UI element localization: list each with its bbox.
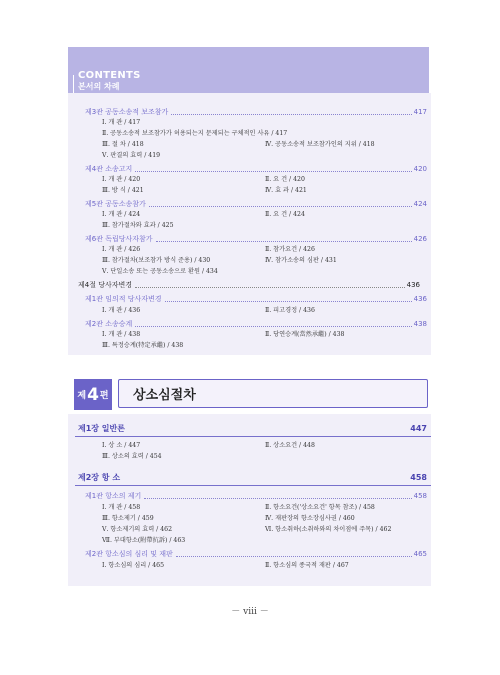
toc-section[interactable]: [85, 492, 427, 501]
toc-item[interactable]: Ⅲ. 상소의 효력 / 454: [102, 453, 162, 460]
part-suffix: 편: [99, 391, 109, 401]
toc-section[interactable]: [78, 281, 420, 290]
toc-item[interactable]: Ⅰ. 항소심의 심리 / 465: [102, 562, 165, 569]
toc-section-label: 제6관 독립당사자참가: [85, 235, 153, 243]
toc-item[interactable]: Ⅴ. 판결의 효력 / 419: [102, 152, 161, 159]
toc-item[interactable]: Ⅱ. 항소요건('상소요건' 항목 참조) / 458: [265, 504, 375, 511]
toc-chapter-page: 458: [410, 473, 427, 482]
toc-item[interactable]: Ⅱ. 요 건 / 420: [265, 176, 305, 183]
toc-section[interactable]: [85, 200, 427, 209]
toc-item[interactable]: Ⅰ. 개 관 / 438: [102, 331, 141, 338]
part-number: 4: [87, 384, 99, 405]
toc-chapter[interactable]: [78, 424, 427, 434]
toc-item[interactable]: Ⅰ. 개 관 / 436: [102, 307, 141, 314]
toc-section-page: 417: [413, 108, 427, 116]
leader-dots: [144, 498, 411, 499]
toc-item[interactable]: Ⅳ. 효 과 / 421: [265, 187, 307, 194]
toc-section[interactable]: [85, 320, 427, 329]
part-badge: [74, 379, 112, 410]
contents-header: [68, 47, 429, 93]
toc-section-page: 436: [413, 295, 427, 303]
toc-section-page: 420: [413, 165, 427, 173]
toc-chapter-label: 제2장 항 소: [78, 473, 121, 482]
toc-section[interactable]: [85, 550, 427, 559]
toc-section-label: 제5관 공동소송참가: [85, 200, 146, 208]
toc-section[interactable]: [85, 235, 427, 244]
toc-item[interactable]: Ⅲ. 방 식 / 421: [102, 187, 144, 194]
contents-subtitle: 본서의 차례: [78, 82, 120, 91]
toc-section-label: 제2관 항소심의 심리 및 재판: [85, 550, 173, 558]
toc-item[interactable]: Ⅰ. 개 관 / 424: [102, 211, 141, 218]
toc-item[interactable]: Ⅱ. 요 건 / 424: [265, 211, 305, 218]
toc-item[interactable]: Ⅱ. 항소심의 종국적 재판 / 467: [265, 562, 349, 569]
toc-item[interactable]: Ⅲ. 절 차 / 418: [102, 141, 144, 148]
toc-item[interactable]: Ⅰ. 개 관 / 426: [102, 246, 141, 253]
toc-item[interactable]: Ⅰ. 개 관 / 458: [102, 504, 141, 511]
chapter-rule: [75, 485, 431, 486]
toc-item[interactable]: Ⅲ. 특정승계(特定承繼) / 438: [102, 342, 184, 349]
toc-section-label: 제4절 당사자변경: [78, 281, 133, 289]
part-prefix: 제: [77, 391, 87, 401]
leader-dots: [135, 287, 405, 288]
toc-item[interactable]: Ⅳ. 재판장의 항소장심사권 / 460: [265, 515, 355, 522]
toc-section-page: 465: [413, 550, 427, 558]
toc-section-label: 제1관 임의적 당사자변경: [85, 295, 162, 303]
toc-item[interactable]: Ⅰ. 상 소 / 447: [102, 442, 141, 449]
toc-section[interactable]: [85, 108, 427, 117]
toc-section-page: 438: [413, 320, 427, 328]
toc-item[interactable]: Ⅱ. 참가요건 / 426: [265, 246, 315, 253]
leader-dots: [156, 241, 412, 242]
leader-dots: [149, 206, 412, 207]
contents-title: CONTENTS: [78, 70, 141, 81]
leader-dots: [165, 301, 412, 302]
toc-item[interactable]: Ⅱ. 공동소송적 보조참가가 허용되는지 문제되는 구체적인 사유 / 417: [102, 130, 288, 137]
toc-section-page: 426: [413, 235, 427, 243]
toc-section-label: 제4관 소송고지: [85, 165, 133, 173]
toc-item[interactable]: Ⅲ. 참가절차와 효과 / 425: [102, 222, 174, 229]
toc-item[interactable]: Ⅴ. 항소제기의 효력 / 462: [102, 526, 173, 533]
toc-item[interactable]: Ⅱ. 피고경정 / 436: [265, 307, 315, 314]
toc-section-label: 제1관 항소의 제기: [85, 492, 142, 500]
leader-dots: [135, 326, 411, 327]
toc-item[interactable]: Ⅰ. 개 관 / 420: [102, 176, 141, 183]
part-title: 상소심절차: [118, 379, 428, 408]
toc-section-label: 제2관 소송승계: [85, 320, 133, 328]
toc-section-page: 424: [413, 200, 427, 208]
header-accent-line: [73, 75, 74, 95]
toc-item[interactable]: Ⅱ. 당연승계(當然承繼) / 438: [265, 331, 345, 338]
toc-chapter-page: 447: [410, 424, 427, 433]
toc-section-page: 436: [406, 281, 420, 289]
toc-section-label: 제3관 공동소송적 보조참가: [85, 108, 169, 116]
toc-section[interactable]: [85, 295, 427, 304]
toc-section-page: 458: [413, 492, 427, 500]
leader-dots: [176, 556, 412, 557]
leader-dots: [135, 171, 411, 172]
toc-item[interactable]: Ⅲ. 참가절차(보조참가 방식 준용) / 430: [102, 257, 211, 264]
page-number: － viii －: [231, 607, 269, 617]
toc-item[interactable]: Ⅴ. 단일소송 또는 공동소송으로 환원 / 434: [102, 268, 218, 275]
toc-item[interactable]: Ⅱ. 상소요건 / 448: [265, 442, 315, 449]
toc-item[interactable]: Ⅲ. 항소제기 / 459: [102, 515, 154, 522]
chapter-rule: [75, 436, 431, 437]
toc-item[interactable]: Ⅳ. 참가소송의 심판 / 431: [265, 257, 337, 264]
toc-item[interactable]: Ⅶ. 부대항소(附帶抗訴) / 463: [102, 537, 186, 544]
toc-item[interactable]: Ⅵ. 항소취하(소취하와의 차이점에 주목) / 462: [265, 526, 392, 533]
leader-dots: [171, 114, 411, 115]
toc-item[interactable]: Ⅳ. 공동소송적 보조참가인의 지위 / 418: [265, 141, 375, 148]
toc-chapter[interactable]: [78, 473, 427, 483]
toc-chapter-label: 제1장 일반론: [78, 424, 125, 433]
toc-section[interactable]: [85, 165, 427, 174]
toc-item[interactable]: Ⅰ. 개 관 / 417: [102, 119, 141, 126]
